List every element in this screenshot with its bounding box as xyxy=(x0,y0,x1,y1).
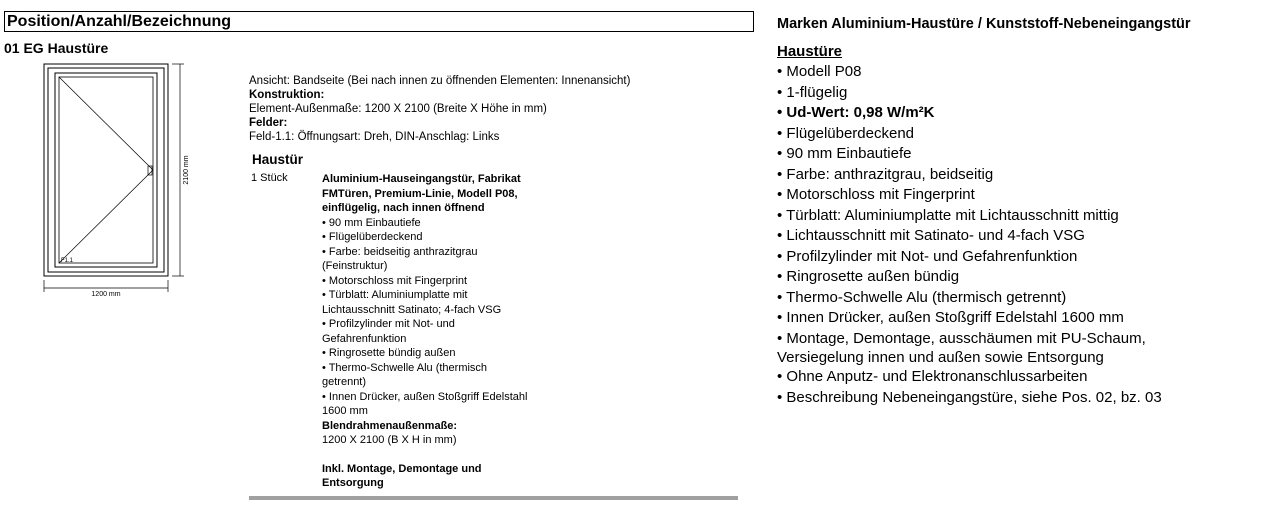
desc-line: • Motorschloss mit Fingerprint xyxy=(322,274,468,287)
quantity: 1 Stück xyxy=(251,172,288,184)
separator-bar xyxy=(249,496,738,500)
right-title: Marken Aluminium-Haustüre / Kunststoff-Nebeneingangstür xyxy=(777,16,1191,32)
position-header xyxy=(4,11,754,32)
blend-value: 1200 X 2100 (B X H in mm) xyxy=(322,434,457,446)
felder-value: Feld-1.1: Öffnungsart: Dreh, DIN-Anschlag: Links xyxy=(249,131,500,143)
desc-line: • Profilzylinder mit Not- und xyxy=(322,318,455,330)
konstruktion-value: Element-Außenmaße: 1200 X 2100 (Breite X Höhe in mm) xyxy=(249,103,547,115)
right-list-item: • Ud-Wert: 0,98 W/m²K xyxy=(777,104,935,121)
blend-label: Blendrahmenaußenmaße: xyxy=(322,419,458,432)
right-list-item: • Modell P08 xyxy=(777,63,862,80)
item-heading: Haustür xyxy=(252,152,304,167)
right-list-item: • Ohne Anputz- und Elektronanschlussarbeiten xyxy=(777,368,1088,385)
right-list-item: Versiegelung innen und außen sowie Entsorgung xyxy=(777,349,1104,366)
sash-inner xyxy=(59,77,153,263)
right-list-item: • Montage, Demontage, ausschäumen mit PU-Schaum, xyxy=(777,329,1146,347)
height-label: 2100 mm xyxy=(183,155,190,185)
opening-line-bottom xyxy=(59,170,153,263)
position-header-label: Position/Anzahl/Bezeichnung xyxy=(7,13,232,30)
desc-line: • Ringrosette bündig außen xyxy=(322,347,456,359)
ansicht-line: Ansicht: Bandseite (Bei nach innen zu öffnenden Elementen: Innenansicht) xyxy=(249,75,631,87)
desc-line: • Innen Drücker, außen Stoßgriff Edelstahl xyxy=(322,390,528,403)
desc-line: Gefahrenfunktion xyxy=(322,332,407,345)
desc-line: • Türblatt: Aluminiumplatte mit xyxy=(322,289,468,301)
felder-label: Felder: xyxy=(249,117,288,129)
frame-inner xyxy=(48,68,164,272)
desc-line: getrennt) xyxy=(322,376,367,388)
desc-title-line: Aluminium-Hauseingangstür, Fabrikat xyxy=(322,173,521,185)
right-list-item: • 90 mm Einbautiefe xyxy=(777,145,912,162)
konstruktion-label: Konstruktion: xyxy=(249,89,325,101)
field-label: F1.1 xyxy=(61,258,74,264)
right-list-item: • Lichtausschnitt mit Satinato- und 4-fach VSG xyxy=(777,227,1085,244)
inkl-line: Inkl. Montage, Demontage und xyxy=(322,462,482,475)
desc-line: • Flügelüberdeckend xyxy=(322,231,423,243)
desc-title-line: FMTüren, Premium-Linie, Modell P08, xyxy=(322,187,518,200)
right-item-list xyxy=(777,62,1277,408)
right-list-item: • Farbe: anthrazitgrau, beidseitig xyxy=(777,165,994,183)
desc-line: • Thermo-Schwelle Alu (thermisch xyxy=(322,361,488,374)
right-subheading: Haustüre xyxy=(777,43,843,60)
desc-line: 1600 mm xyxy=(322,405,368,417)
right-list-item: • Motorschloss mit Fingerprint xyxy=(777,186,975,203)
width-label: 1200 mm xyxy=(91,291,121,298)
opening-line-top xyxy=(59,77,153,170)
right-list-item: • Beschreibung Nebeneingangstüre, siehe Pos. 02, bz. 03 xyxy=(777,388,1162,406)
item-description xyxy=(322,172,562,491)
spec-block xyxy=(249,74,729,144)
desc-line: Lichtausschnitt Satinato; 4-fach VSG xyxy=(322,303,502,316)
frame-outer xyxy=(44,64,168,276)
right-list-item: • Innen Drücker, außen Stoßgriff Edelstahl 1600 mm xyxy=(777,309,1124,326)
desc-line: (Feinstruktur) xyxy=(322,260,388,272)
inkl-line: Entsorgung xyxy=(322,477,384,489)
door-drawing xyxy=(36,60,206,300)
sash-outer xyxy=(55,73,157,267)
desc-line: • 90 mm Einbautiefe xyxy=(322,216,421,229)
right-list-item: • Flügelüberdeckend xyxy=(777,124,915,142)
right-list-item: • 1-flügelig xyxy=(777,83,848,101)
desc-title-line: einflügelig, nach innen öffnend xyxy=(322,202,485,214)
desc-line: • Farbe: beidseitig anthrazitgrau xyxy=(322,245,478,258)
right-list-item: • Ringrosette außen bündig xyxy=(777,268,960,285)
position-title: 01 EG Haustüre xyxy=(4,40,109,56)
right-list-item: • Thermo-Schwelle Alu (thermisch getrennt) xyxy=(777,288,1067,306)
right-list-item: • Türblatt: Aluminiumplatte mit Lichtausschnitt mittig xyxy=(777,206,1119,224)
right-list-item: • Profilzylinder mit Not- und Gefahrenfunktion xyxy=(777,247,1078,265)
